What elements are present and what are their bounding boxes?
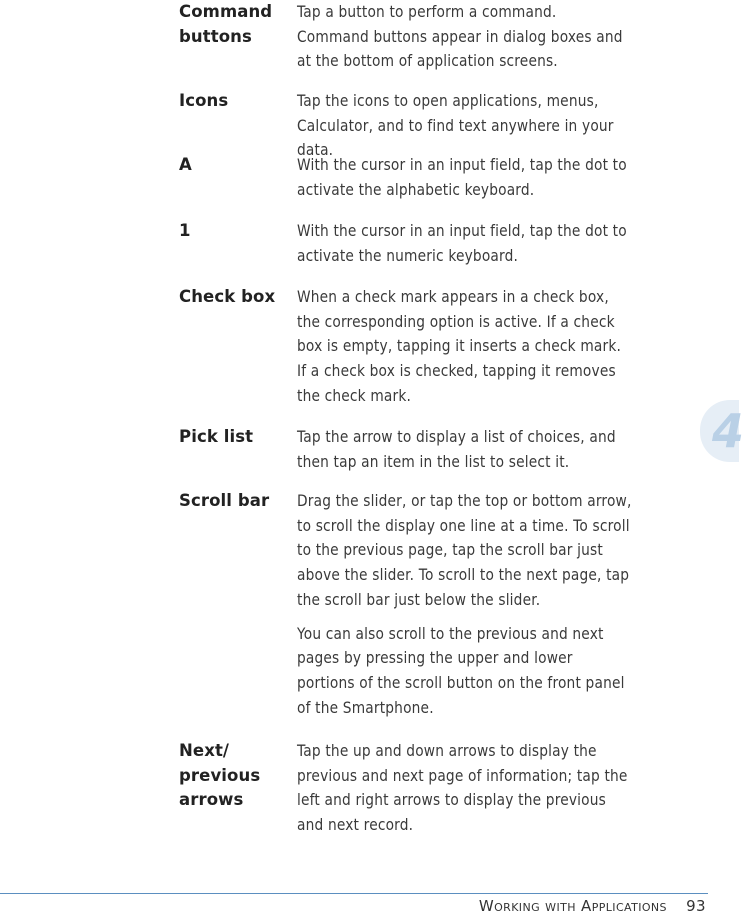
description-paragraph: Tap the up and down arrows to display the previous and next page of information; tap the left and right arrows to display the previous and next record. [297,741,628,835]
term-text: Scroll bar [179,491,270,510]
definition-description [297,219,632,268]
term-text: Command buttons [179,2,273,46]
description-paragraph: With the cursor in an input field, tap the dot to activate the numeric keyboard. [297,221,627,265]
term-text: A [179,155,192,174]
footer [479,896,706,916]
page-number: 93 [686,897,706,915]
definition-description [297,739,632,838]
description-paragraph: Tap the arrow to display a list of choices, and then tap an item in the list to select it. [297,427,616,471]
running-head: Working with Applications [478,897,667,915]
description-paragraph: Tap the icons to open applications, menus, Calculator, and to find text anywhere in your data. [297,91,614,160]
definition-description [297,153,632,202]
definition-term [179,489,291,514]
definition-term [179,219,291,244]
term-text: Icons [179,91,229,110]
definition-term [179,425,291,450]
term-text: Next/ previous arrows [179,741,261,810]
description-paragraph: You can also scroll to the previous and next pages by pressing the upper and lower portions of the scroll button on the front panel of the Smartphone. [297,623,625,717]
definition-term [179,153,291,178]
definition-term [179,89,291,114]
definition-term [179,739,291,813]
description-paragraph: When a check mark appears in a check box, the corresponding option is active. If a check box is empty, tapping it inserts a check mark. If a check box is checked, tapping it removes the check mark. [297,287,622,405]
description-paragraph: Tap a button to perform a command. Command buttons appear in dialog boxes and at the bottom of application screens. [297,2,623,71]
term-text: Pick list [179,427,254,446]
definition-description [297,0,632,74]
definition-description [297,425,632,474]
chapter-number: 4 [712,404,744,458]
definition-description [297,489,632,720]
description-paragraph: Drag the slider, or tap the top or bottom arrow, to scroll the display one line at a time. To scroll to the previous page, tap the scroll bar just above the slider. To scroll to the next page, tap the scroll bar just below the slider. [297,491,632,609]
description-paragraph: With the cursor in an input field, tap the dot to activate the alphabetic keyboard. [297,155,627,199]
definition-term [179,285,291,310]
definition-term [179,0,291,49]
footer-rule [0,893,708,894]
term-text: Check box [179,287,276,306]
definition-description [297,89,632,163]
definition-description [297,285,632,409]
term-text: 1 [179,221,191,240]
